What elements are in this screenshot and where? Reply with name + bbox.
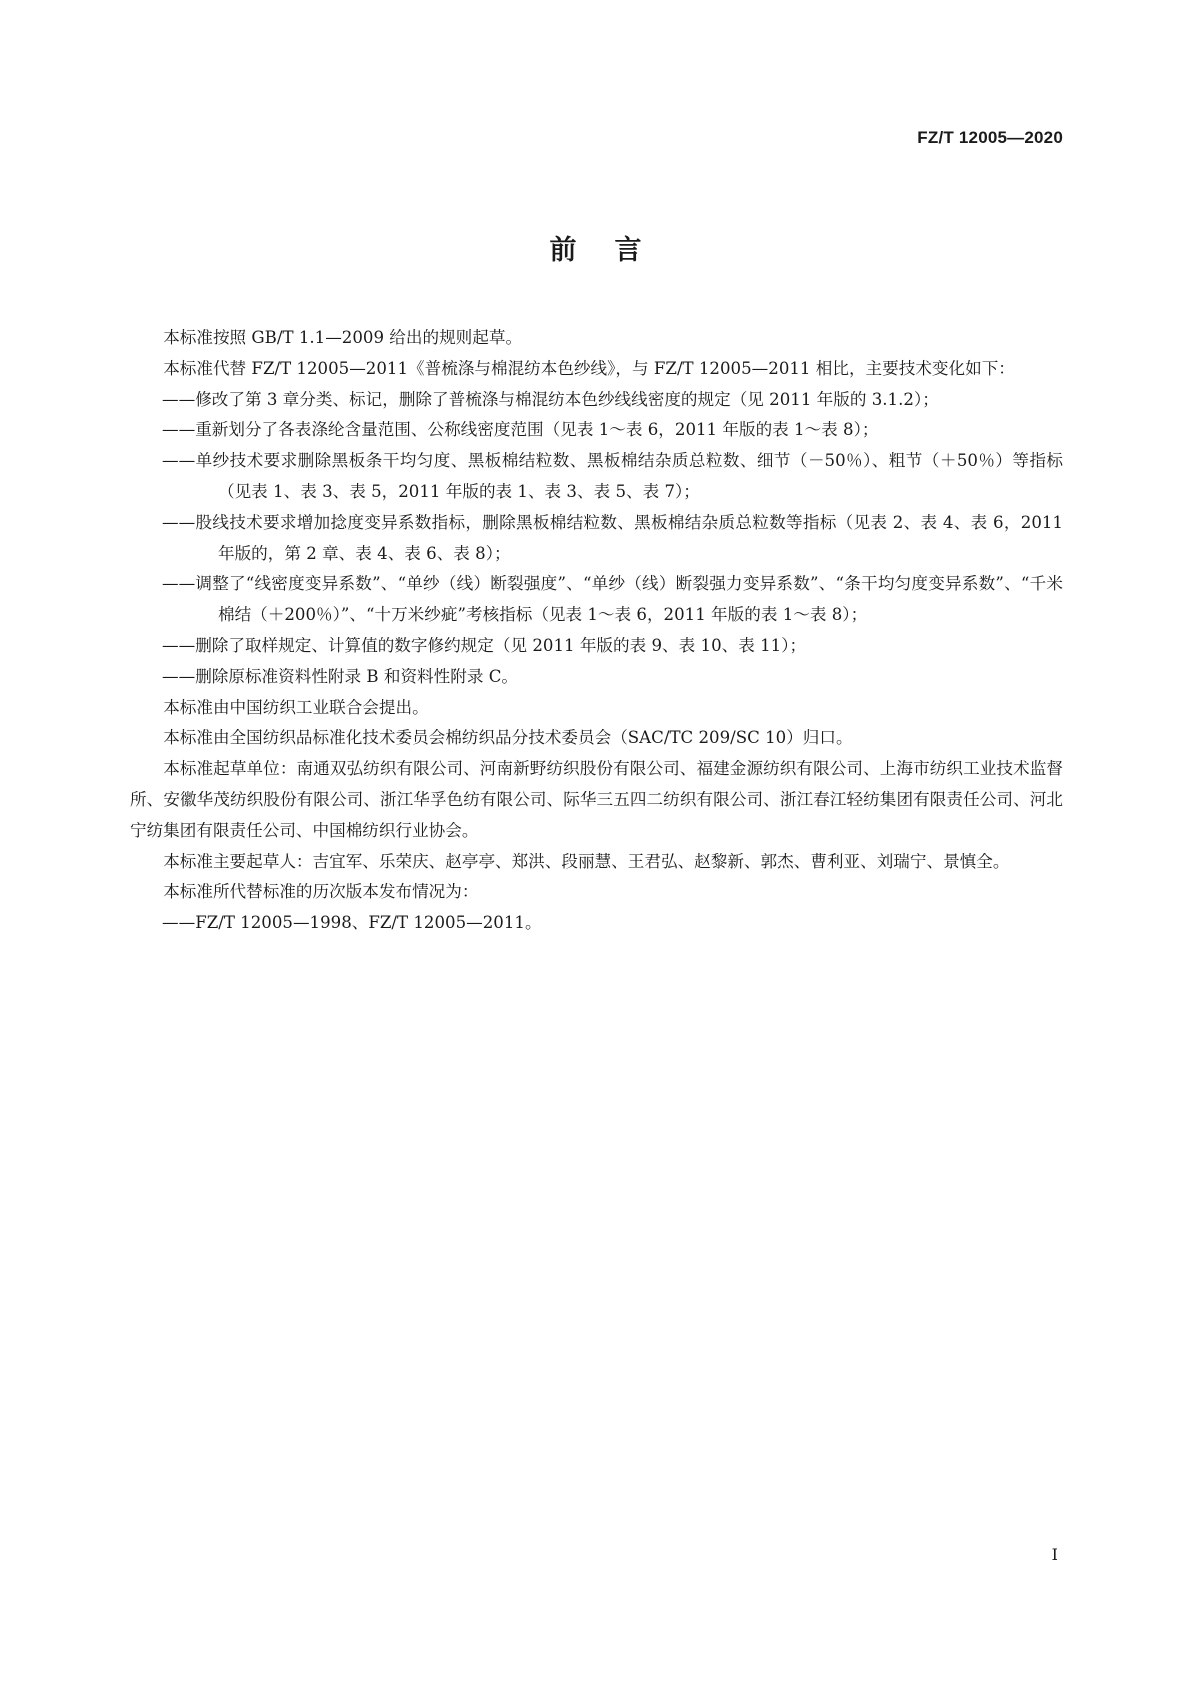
change-list-item: ——修改了第 3 章分类、标记，删除了普梳涤与棉混纺本色纱线线密度的规定（见 2011 年版的 3.1.2）；: [162, 389, 939, 409]
history-list-item: ——FZ/T 12005—1998、FZ/T 12005—2011。: [162, 913, 542, 933]
paragraph-proposed-by: 本标准由中国纺织工业联合会提出。: [163, 697, 429, 717]
paragraph-drafting-units: 本标准起草单位：南通双弘纺织有限公司、河南新野纺织股份有限公司、福建金源纺织有限公司、上海市纺织工业技术监督所、安徽华茂纺织股份有限公司、浙江华孚色纺有限公司、际华三五四二纺织有限公司、浙江春江轻纺集团有限责任公司、河北宁纺集团有限责任公司、中国棉纺织行业协会。: [130, 759, 1063, 840]
change-list-item: ——删除了取样规定、计算值的数字修约规定（见 2011 年版的表 9、表 10、表 11）；: [162, 635, 807, 655]
paragraph-history-intro: 本标准所代替标准的历次版本发布情况为：: [163, 882, 479, 902]
change-list-item: ——单纱技术要求删除黑板条干均匀度、黑板棉结粒数、黑板棉结杂质总粒数、细节（－50％）、粗节（＋50％）等指标（见表 1、表 3、表 5，2011 年版的表 1、表 3、表 5、表 7）；: [162, 451, 1063, 501]
paragraph-drafting-rules: 本标准按照 GB/T 1.1—2009 给出的规则起草。: [163, 328, 523, 347]
document-code: FZ/T 12005—2020: [917, 128, 1063, 147]
paragraph-replaces-standard: 本标准代替 FZ/T 12005—2011《普梳涤与棉混纺本色纱线》，与 FZ/T 12005—2011 相比，主要技术变化如下：: [163, 358, 1015, 378]
paragraph-drafters: 本标准主要起草人：吉宜军、乐荣庆、赵亭亭、郑洪、段丽慧、王君弘、赵黎新、郭杰、曹利亚、刘瑞宁、景慎全。: [163, 851, 1010, 871]
page-number: I: [1051, 1545, 1058, 1564]
paragraph-under-jurisdiction: 本标准由全国纺织品标准化技术委员会棉纺织品分技术委员会（SAC/TC 209/SC 10）归口。: [163, 728, 853, 748]
foreword-body: [130, 323, 1063, 939]
page-title: 前言: [549, 235, 680, 266]
change-list-item: ——股线技术要求增加捻度变异系数指标，删除黑板棉结粒数、黑板棉结杂质总粒数等指标（见表 2、表 4、表 6，2011 年版的，第 2 章、表 4、表 6、表 8）；: [162, 512, 1063, 563]
change-list-item: ——调整了“线密度变异系数”、“单纱（线）断裂强度”、“单纱（线）断裂强力变异系数”、“条干均匀度变异系数”、“千米棉结（＋200％）”、“十万米纱疵”考核指标（见表 1～表 6，2011 年版的表 1～表 8）；: [162, 574, 1063, 625]
change-list-item: ——重新划分了各表涤纶含量范围、公称线密度范围（见表 1～表 6，2011 年版的表 1～表 8）；: [162, 420, 879, 440]
change-list-item: ——删除原标准资料性附录 B 和资料性附录 C。: [162, 666, 518, 686]
